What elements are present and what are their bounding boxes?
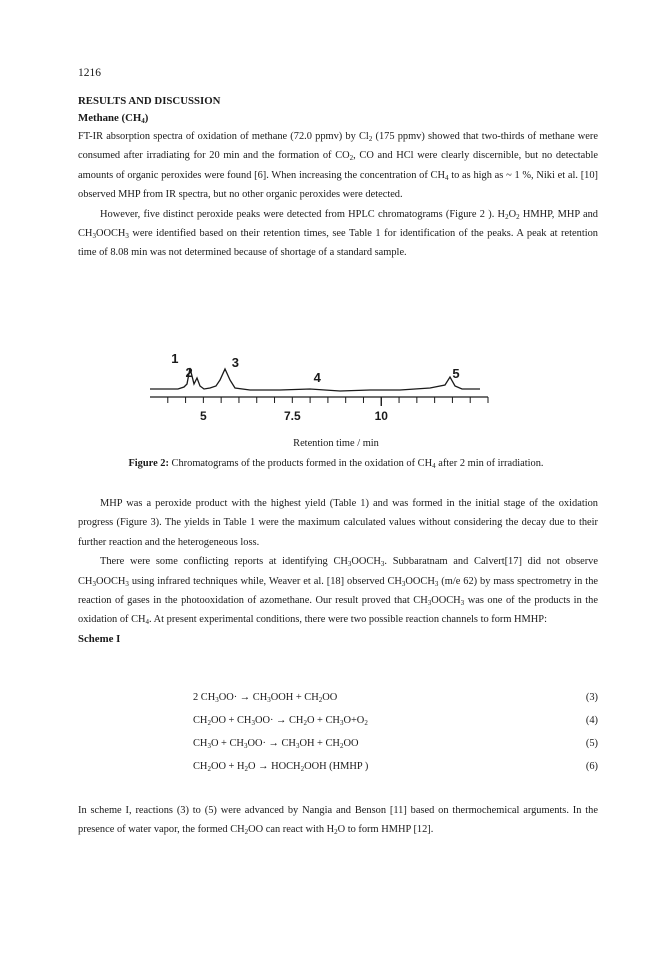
peak-label: 4 — [313, 370, 321, 385]
equation-row — [78, 738, 598, 757]
peak-labels — [171, 351, 459, 385]
peak-label: 5 — [452, 366, 460, 381]
peak-label: 3 — [231, 355, 240, 370]
equation-number: (4) — [585, 715, 598, 726]
equation-number: (3) — [585, 692, 598, 703]
scheme-equations — [78, 692, 598, 782]
equation: 2 $CH_3OO\cdot \to CH_3OOH + CH_2OO$ — [193, 692, 338, 704]
figure-caption-text: Chromatograms of the products formed in the oxidation of $CH_4$ after 2 min of irradiation. — [168, 458, 544, 470]
x-axis-ticks — [168, 397, 488, 406]
section-heading: RESULTS AND DISCUSSION — [78, 95, 221, 107]
equation-number: (5) — [585, 738, 598, 749]
x-tick-label: 7.5 — [283, 409, 301, 423]
results-section — [78, 93, 598, 263]
paragraph-1: FT-IR absorption spectra of oxidation of methane (72.0 ppmv) by $Cl_2$ (175 ppmv) showed that two-thirds of methane were consumed after irradiating for 20 min and the formation of $CO_2$, CO and HCl were clearly discernible, but no detectable amounts of organic peroxides were found [6]. When increasing the concentration of $CH_4$ to as high as ~ 1 %, Niki et al. [10] observed MHP from IR spectra, but no other organic peroxides were detected. — [78, 131, 599, 201]
paragraph-5: In scheme I, reactions (3) to (5) were advanced by Nangia and Benson [11] based on thermochemical arguments. In the presence of water vapor, the formed $CH_2OO$ can react with $H_2O$ to form HMHP [12]. — [78, 805, 598, 837]
equation: $CH_2OO + H_2O$ → $HOCH_2OOH$ (HMHP ) — [193, 761, 369, 773]
x-tick-label: 10 — [374, 409, 388, 423]
paragraph-3: MHP was a peroxide product with the highest yield (Table 1) and was formed in the initial stage of the oxidation progress (Figure 3). The yields in Table 1 were the maximum calculated values without considering the decay due to their further reaction and the heterogeneous loss. — [78, 498, 598, 548]
equation-number: (6) — [585, 761, 598, 772]
equation-row — [78, 761, 598, 780]
x-tick-labels — [200, 409, 388, 423]
figure-caption-label: Figure 2: — [128, 458, 169, 469]
paragraph-4: There were some conflicting reports at identifying $CH_3OOCH_3$. Subbaratnam and Calvert[17] did not observe $CH_3OOCH_3$ using infrared techniques while, Weaver et al. [18] observed $CH_3OOCH_3$ (m/e 62) by mass spectrometry in the reaction of gases in the photooxidation of azomethane. Our result proved that $CH_3OOCH_3$ was one of the products in the oxidation of $CH_4$. At present experimental conditions, there were two possible reaction channels to form HMHP: — [78, 556, 598, 627]
equation: $CH_2OO + CH_3OO\cdot \to CH_2O + CH_3O+O_2$ — [193, 715, 368, 727]
page-number: 1216 — [78, 67, 101, 79]
subsection-heading: Methane $(CH_4)$ — [78, 112, 149, 125]
figure-x-axis-label: Retention time / min — [293, 438, 379, 449]
peak-label: 2 — [185, 365, 193, 380]
equation-row — [78, 692, 598, 711]
chromatogram-figure — [140, 350, 500, 442]
paragraph-2: However, five distinct peroxide peaks were detected from HPLC chromatograms (Figure 2 ). $H_2O_2$ HMHP, MHP and $CH_3OOCH_3$ were identified based on their retention times, see Table 1 for identification of the peaks. A peak at retention time of 8.08 min was not determined because of shortage of a standard sample. — [78, 208, 598, 259]
peak-label: 1 — [171, 351, 179, 366]
discussion-section — [78, 494, 598, 648]
closing-section — [78, 801, 598, 840]
scheme-heading: Scheme I — [78, 632, 121, 645]
x-tick-label: 5 — [200, 409, 207, 423]
figure-caption — [0, 458, 672, 469]
equation-row — [78, 715, 598, 734]
equation: $CH_3O + CH_3OO\cdot \to CH_3OH + CH_2OO$ — [193, 738, 359, 750]
